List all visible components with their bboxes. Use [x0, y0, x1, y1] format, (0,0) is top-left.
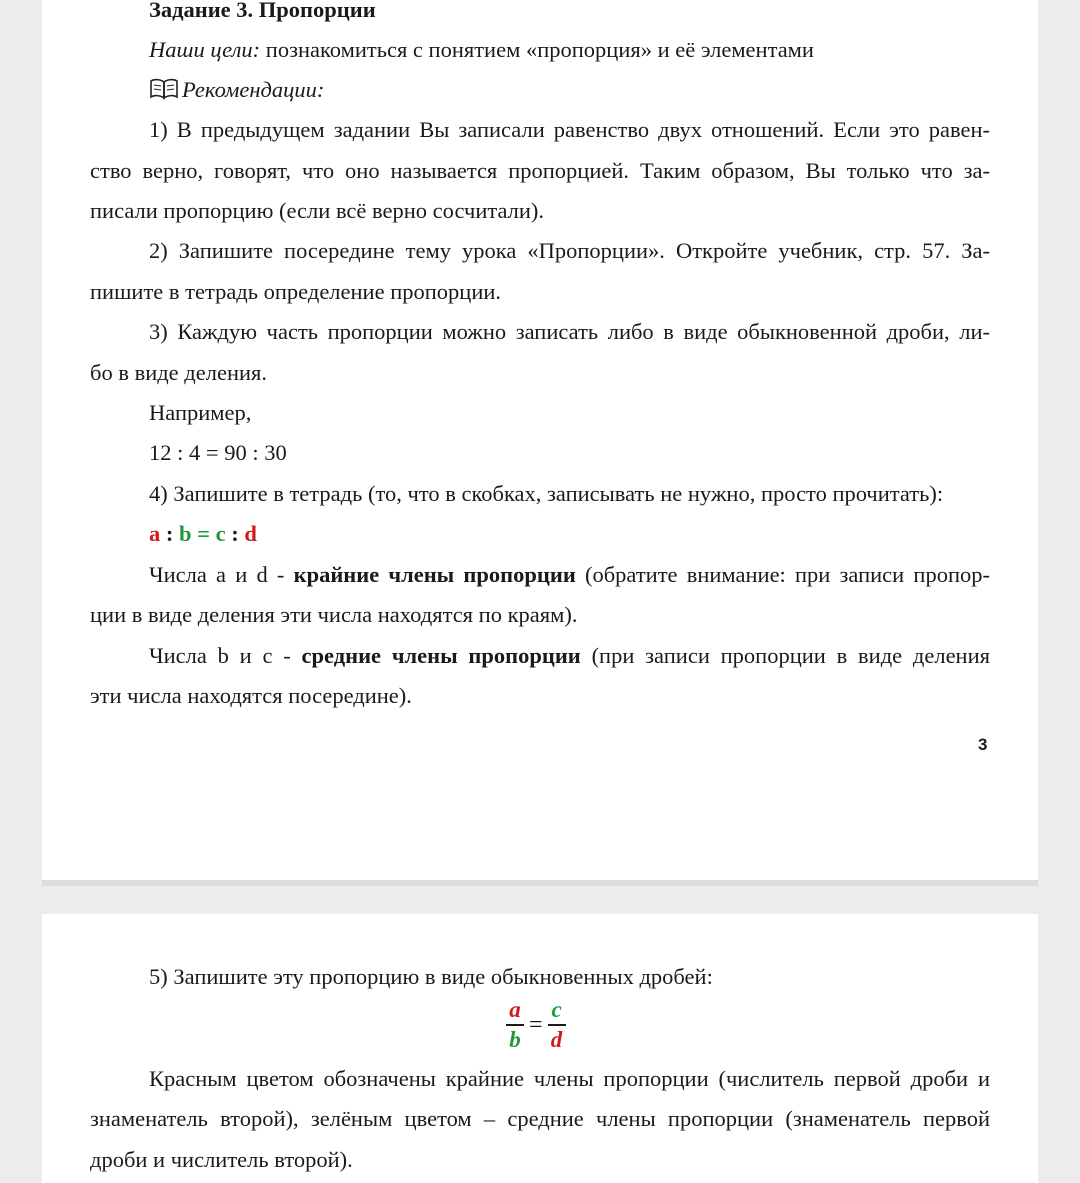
para1-line3: писали пропорцию (если всё верно сосчитали).: [90, 198, 545, 223]
example-label: Например,: [149, 400, 252, 425]
task-title: Задание 3. Пропорции: [149, 0, 376, 22]
color-note-line3: дроби и числитель второй).: [90, 1147, 353, 1172]
fraction-proportion: [506, 998, 566, 1052]
extreme-line1: Числа a и d - крайние члены пропорции (обратите внимание: при записи пропор-: [149, 562, 990, 587]
recommendations-label: Рекомендации:: [182, 77, 325, 102]
middle-line1: Числа b и c - средние члены пропорции (при записи пропорции в виде деления: [149, 643, 990, 668]
goals-line: [149, 35, 814, 65]
proportion-formula: [149, 519, 257, 549]
middle-terms-term: средние члены пропорции: [301, 643, 581, 668]
term-a: a: [149, 521, 161, 546]
color-note-line2: знаменатель второй), зелёным цветом – средние члены пропорции (знаменатель первой: [90, 1106, 990, 1131]
recommendations-line: [149, 75, 324, 105]
fraction-right: [548, 998, 566, 1052]
extreme-terms-term: крайние члены пропорции: [293, 562, 576, 587]
term-b: b: [179, 521, 192, 546]
fraction-denominator-d: d: [550, 1027, 563, 1052]
goals-text: познакомиться с понятием «пропорция» и её элементами: [260, 37, 814, 62]
equals-sign: =: [191, 521, 216, 546]
page-4: [42, 914, 1038, 1183]
fraction-denominator-b: b: [509, 1027, 521, 1052]
para2-line2: пишите в тетрадь определение пропорции.: [90, 279, 502, 304]
para3-line1: 3) Каждую часть пропорции можно записать либо в виде обыкновенной дроби, ли-: [149, 319, 990, 344]
para1-line1: 1) В предыдущем задании Вы записали равенство двух отношений. Если это равен-: [149, 117, 990, 142]
colon-2: :: [225, 521, 245, 546]
fraction-equals: =: [529, 1011, 543, 1038]
extreme-line2: ции в виде деления эти числа находятся по краям).: [90, 602, 578, 627]
term-d: d: [244, 521, 257, 546]
page-3: [42, 0, 1038, 886]
para4-line1: 4) Запишите в тетрадь (то, что в скобках, записывать не нужно, просто прочитать):: [149, 481, 944, 506]
fraction-bar: [506, 1024, 524, 1026]
para3-line2: бо в виде деления.: [90, 360, 268, 385]
goals-label: Наши цели:: [149, 37, 261, 62]
page-number: 3: [978, 735, 988, 754]
para2-line1: 2) Запишите посередине тему урока «Пропорции». Откройте учебник, стр. 57. За-: [149, 238, 990, 263]
para1-line2: ство верно, говорят, что оно называется пропорцией. Таким образом, Вы только что за-: [90, 158, 990, 183]
fraction-left: [506, 998, 524, 1052]
term-c: c: [215, 521, 226, 546]
para5-line1: 5) Запишите эту пропорцию в виде обыкновенных дробей:: [149, 964, 713, 989]
fraction-numerator-a: a: [509, 997, 521, 1022]
fraction-numerator-c: c: [551, 997, 562, 1022]
fraction-bar: [548, 1024, 566, 1026]
example-expression: 12 : 4 = 90 : 30: [149, 440, 287, 465]
open-book-icon: [149, 78, 179, 100]
middle-line2: эти числа находятся посередине).: [90, 683, 412, 708]
color-note-line1: Красным цветом обозначены крайние члены пропорции (числитель первой дроби и: [149, 1066, 990, 1091]
colon-1: :: [160, 521, 179, 546]
